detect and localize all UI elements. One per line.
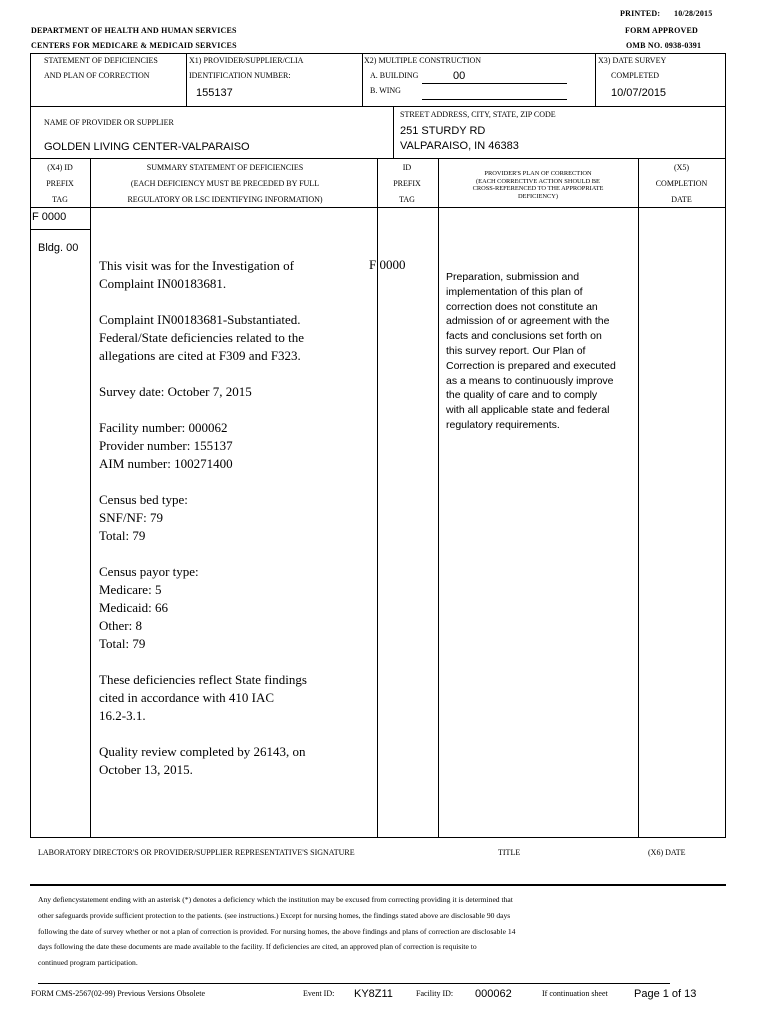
poc-header bbox=[438, 170, 638, 200]
right-border bbox=[725, 53, 726, 838]
table-bottom-line bbox=[30, 837, 726, 838]
x3-label-1: X3) DATE SURVEY bbox=[598, 56, 667, 65]
street-address-line1: 251 STURDY RD bbox=[400, 125, 486, 137]
right-tag: F 0000 bbox=[369, 257, 406, 272]
poc-header-1: PROVIDER'S PLAN OF CORRECTION bbox=[484, 170, 592, 177]
col-line-3 bbox=[438, 158, 439, 838]
x4-header-3: TAG bbox=[52, 195, 68, 204]
x2-label: X2) MULTIPLE CONSTRUCTION bbox=[364, 56, 482, 65]
provider-name-label: NAME OF PROVIDER OR SUPPLIER bbox=[44, 118, 174, 127]
notice-line-1: Any defiencystatement ending with an asterisk (*) denotes a deficiency which the institution may be excused from correcting providing it is determined that bbox=[38, 895, 513, 904]
col-line-1 bbox=[90, 158, 91, 838]
continuation-label: If continuation sheet bbox=[542, 989, 608, 998]
id-header-2: PREFIX bbox=[393, 179, 421, 188]
header-bottom-line bbox=[30, 207, 726, 208]
row-divider-1 bbox=[30, 106, 726, 107]
x1-label-1: X1) PROVIDER/SUPPLIER/CLIA bbox=[189, 56, 304, 65]
footer-top-line bbox=[38, 983, 670, 984]
printed-date: 10/28/2015 bbox=[674, 9, 713, 18]
top-border bbox=[30, 53, 726, 54]
street-address-line2: VALPARAISO, IN 46383 bbox=[400, 140, 519, 152]
title-label: TITLE bbox=[498, 848, 521, 857]
printed-label: PRINTED: bbox=[620, 9, 661, 18]
provider-id-value: 155137 bbox=[196, 87, 233, 99]
statement-label-2: AND PLAN OF CORRECTION bbox=[44, 71, 150, 80]
x5-header-2: COMPLETION bbox=[655, 179, 708, 188]
row-divider-2 bbox=[30, 158, 726, 159]
x3-label-2: COMPLETED bbox=[611, 71, 659, 80]
centers-name: CENTERS FOR MEDICARE & MEDICAID SERVICES bbox=[31, 41, 237, 50]
plan-of-correction: Preparation, submission and implementation of this plan of correction does not constitute an admission of or agreement with the facts and conclusions set forth on this survey report. Our Plan of Correction is prepared and executed as a means to continuously improve the quality of care and to comply with all applicable state and federal regulatory requirements. bbox=[446, 271, 616, 431]
statement-label-1: STATEMENT OF DEFICIENCIES bbox=[44, 56, 158, 65]
facility-id-value: 000062 bbox=[475, 988, 512, 1000]
x1-label-2: IDENTIFICATION NUMBER: bbox=[189, 71, 291, 80]
summary-header-1: SUMMARY STATEMENT OF DEFICIENCIES bbox=[146, 163, 304, 172]
divider-x3 bbox=[595, 53, 596, 106]
survey-date-value: 10/07/2015 bbox=[611, 87, 667, 99]
facility-id-label: Facility ID: bbox=[416, 989, 454, 998]
divider-address bbox=[393, 106, 394, 158]
event-id-value: KY8Z11 bbox=[354, 988, 393, 1000]
wing-label: B. WING bbox=[370, 86, 401, 95]
left-tag: F 0000 bbox=[32, 211, 67, 223]
form-approved: FORM APPROVED bbox=[625, 26, 699, 35]
omb-number: OMB NO. 0938-0391 bbox=[626, 41, 702, 50]
event-id-label: Event ID: bbox=[303, 989, 335, 998]
building-label: A. BUILDING bbox=[370, 71, 419, 80]
divider-x1 bbox=[186, 53, 187, 106]
x4-header-2: PREFIX bbox=[46, 179, 74, 188]
divider-x2 bbox=[362, 53, 363, 106]
tag-underline bbox=[30, 229, 91, 230]
id-header-1: ID bbox=[402, 163, 412, 172]
bldg-label: Bldg. 00 bbox=[38, 242, 79, 254]
department-name: DEPARTMENT OF HEALTH AND HUMAN SERVICES bbox=[31, 26, 237, 35]
poc-header-3: CROSS-REFERENCED TO THE APPROPRIATE bbox=[472, 185, 604, 193]
building-underline bbox=[422, 83, 567, 84]
x4-header-1: (X4) ID bbox=[47, 163, 73, 172]
poc-header-2: (EACH CORRECTIVE ACTION SHOULD BE bbox=[476, 177, 600, 185]
notice-line-5: continued program participation. bbox=[38, 958, 138, 968]
col-line-4 bbox=[638, 158, 639, 838]
wing-underline bbox=[422, 99, 567, 100]
x5-header-1: (X5) bbox=[673, 163, 690, 172]
disclosure-notice bbox=[38, 892, 718, 971]
id-header-3: TAG bbox=[399, 195, 415, 204]
summary-header-3: REGULATORY OR LSC IDENTIFYING INFORMATION) bbox=[127, 195, 323, 204]
lab-director-signature-label: LABORATORY DIRECTOR'S OR PROVIDER/SUPPLIER REPRESENTATIVE'S SIGNATURE bbox=[38, 848, 355, 857]
summary-header-2: (EACH DEFICIENCY MUST BE PRECEDED BY FULL bbox=[130, 179, 320, 188]
street-address-label: STREET ADDRESS, CITY, STATE, ZIP CODE bbox=[400, 110, 556, 119]
x6-date-label: (X6) DATE bbox=[648, 848, 686, 857]
notice-line-3: following the date of survey whether or not a plan of correction is provided. For nursing homes, the above findings and plans of correction are disclosable 14 bbox=[38, 926, 516, 936]
poc-header-4: DEFICIENCY) bbox=[517, 192, 559, 200]
x5-header-3: DATE bbox=[671, 195, 692, 204]
provider-name: GOLDEN LIVING CENTER-VALPARAISO bbox=[44, 141, 250, 153]
summary-statement: This visit was for the Investigation of Complaint IN00183681. Complaint IN00183681-Substantiated. Federal/State deficiencies related to the allegations are cited at F309 and F323. Survey date: October 7, 2015 Facility number: 000062 Provider number: 155137 AIM number: 100271400 Census bed type: SNF/NF: 79 Total: 79 Census payor type: Medicare: 5 Medicaid: 66 Other: 8 Total: 79 These deficiencies reflect State findings cited in accordance with 410 IAC 16.2-3.1. Quality review completed by 26143, on October 13, 2015. bbox=[99, 258, 307, 777]
form-number: FORM CMS-2567(02-99) Previous Versions Obsolete bbox=[31, 989, 206, 998]
page-number: Page 1 of 13 bbox=[634, 988, 697, 1000]
notice-line-2: other safeguards provide sufficient protection to the patients. (see instructions.) Except for nursing homes, the findings stated above are disclosable 90 days bbox=[38, 910, 511, 920]
signature-line bbox=[30, 884, 726, 886]
notice-line-4: days following the date these documents are made available to the facility. If deficiencies are cited, an approved plan of correction is requisite to bbox=[38, 942, 477, 952]
building-value: 00 bbox=[453, 70, 466, 82]
